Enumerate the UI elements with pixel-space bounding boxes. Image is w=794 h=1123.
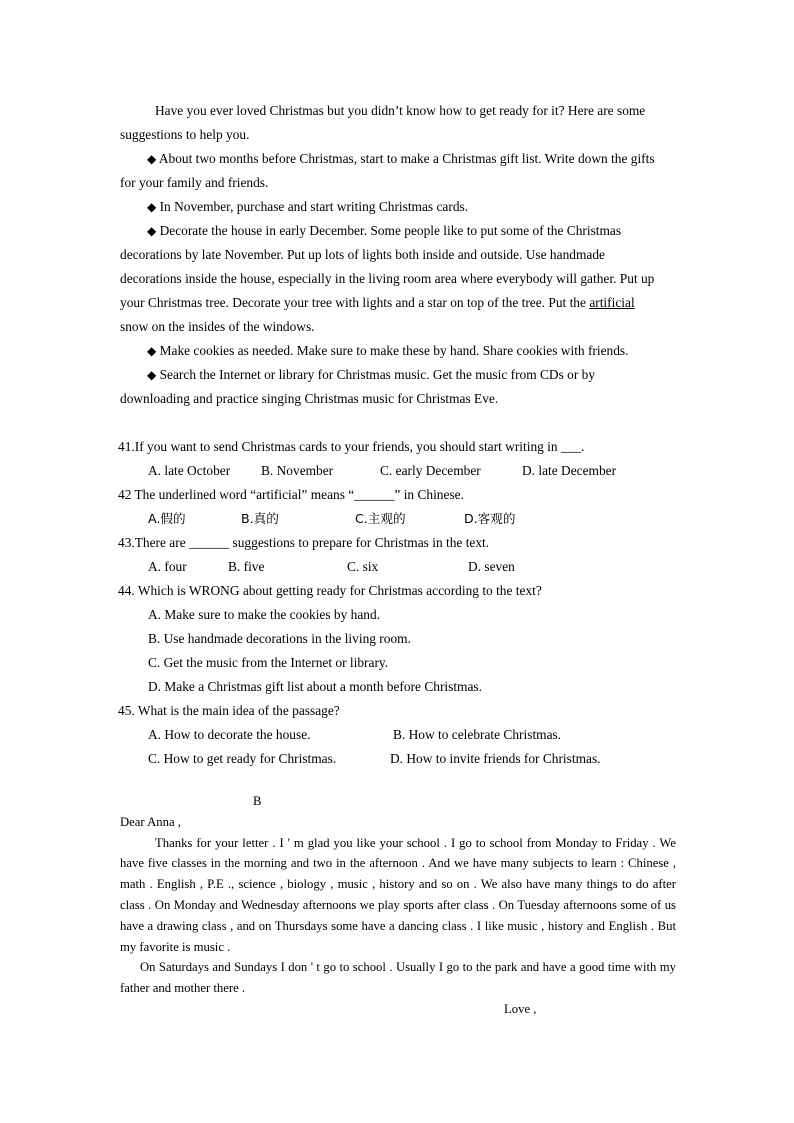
option: A.假的: [148, 511, 186, 526]
option: D. Make a Christmas gift list about a month before Christmas.: [148, 679, 482, 694]
diamond-bullet-icon: ◆: [147, 152, 157, 166]
suggestion-3: [120, 219, 660, 339]
underlined-word: artificial: [589, 295, 635, 310]
option: D.客观的: [464, 511, 516, 526]
suggestion-1: [120, 147, 660, 195]
letter-paragraph: On Saturdays and Sundays I don ' t go to school . Usually I go to the park and have a good time with my father and mother there .: [120, 960, 676, 996]
suggestion-5: [120, 363, 660, 411]
option: C. early December: [380, 463, 481, 478]
suggestion-text: About two months before Christmas, start to make a Christmas gift list. Write down the gifts for your family and friends.: [120, 151, 655, 190]
questions: [118, 435, 678, 771]
passage-a: [120, 99, 660, 411]
option: C. six: [347, 559, 379, 574]
question-45: 45. What is the main idea of the passage?: [118, 703, 340, 718]
options-45-row2: [118, 747, 678, 771]
option: D. How to invite friends for Christmas.: [390, 751, 601, 766]
question-43: 43.There are ______ suggestions to prepare for Christmas in the text.: [118, 535, 490, 550]
letter-salutation: Dear Anna ,: [120, 814, 181, 829]
passage-b: [120, 791, 676, 1020]
options-43: [118, 555, 678, 579]
option: B. November: [261, 463, 334, 478]
question-41: 41.If you want to send Christmas cards to your friends, you should start writing in ___.: [118, 439, 585, 454]
suggestion-2: [120, 195, 660, 219]
option: C.主观的: [355, 511, 406, 526]
option: A. Make sure to make the cookies by hand.: [148, 607, 381, 622]
question-42: 42 The underlined word “artificial” means “______” in Chinese.: [118, 487, 464, 502]
letter-closing: Love ,: [504, 1001, 537, 1016]
options-41: [118, 459, 678, 483]
diamond-bullet-icon: ◆: [147, 200, 157, 214]
suggestion-text: Search the Internet or library for Christmas music. Get the music from CDs or by downloading and practice singing Christmas music for Christmas Eve.: [120, 367, 596, 406]
option: B. How to celebrate Christmas.: [393, 727, 562, 742]
option: A. late October: [148, 463, 231, 478]
suggestion-text: Make cookies as needed. Make sure to make these by hand. Share cookies with friends.: [159, 343, 629, 358]
suggestion-4: [120, 339, 660, 363]
section-label: B: [253, 794, 262, 808]
option: C. How to get ready for Christmas.: [148, 751, 337, 766]
passage-intro: Have you ever loved Christmas but you didn’t know how to get ready for it? Here are some suggestions to help you.: [120, 103, 646, 142]
diamond-bullet-icon: ◆: [147, 344, 157, 358]
letter-paragraph: Thanks for your letter . I ' m glad you like your school . I go to school from Monday to Friday . We have five classes in the morning and two in the afternoon . And we have many subjects to learn : Chinese , math . English , P.E ., science , biology , music , history and so on . We also have many things to do after class . On Monday and Wednesday afternoons we play sports after class . On Tuesday afternoons some of us have a drawing class , and on Thursdays some have a dancing class . I like music , history and English . But my favorite is music .: [120, 835, 676, 954]
option: D. late December: [522, 463, 617, 478]
option: A. How to decorate the house.: [148, 727, 311, 742]
suggestion-text: Decorate the house in early December. Some people like to put some of the Christmas decorations by late November. Put up lots of lights both inside and outside. Use handmade decorations inside the house, especially in the living room area where everybody will gather. Put up your Christmas tree. Decorate your tree with lights and a star on top of the tree. Put the: [120, 223, 655, 310]
suggestion-text-end: snow on the insides of the windows.: [120, 319, 315, 334]
option: D. seven: [468, 559, 515, 574]
option: C. Get the music from the Internet or library.: [148, 655, 389, 670]
options-45-row1: [118, 723, 678, 747]
option: B.真的: [241, 511, 279, 526]
option: B. Use handmade decorations in the living room.: [148, 631, 411, 646]
option: B. five: [228, 559, 265, 574]
diamond-bullet-icon: ◆: [147, 368, 157, 382]
question-44: 44. Which is WRONG about getting ready for Christmas according to the text?: [118, 583, 542, 598]
option: A. four: [148, 559, 187, 574]
diamond-bullet-icon: ◆: [147, 224, 157, 238]
suggestion-text: In November, purchase and start writing Christmas cards.: [159, 199, 469, 214]
options-42: [118, 507, 678, 531]
